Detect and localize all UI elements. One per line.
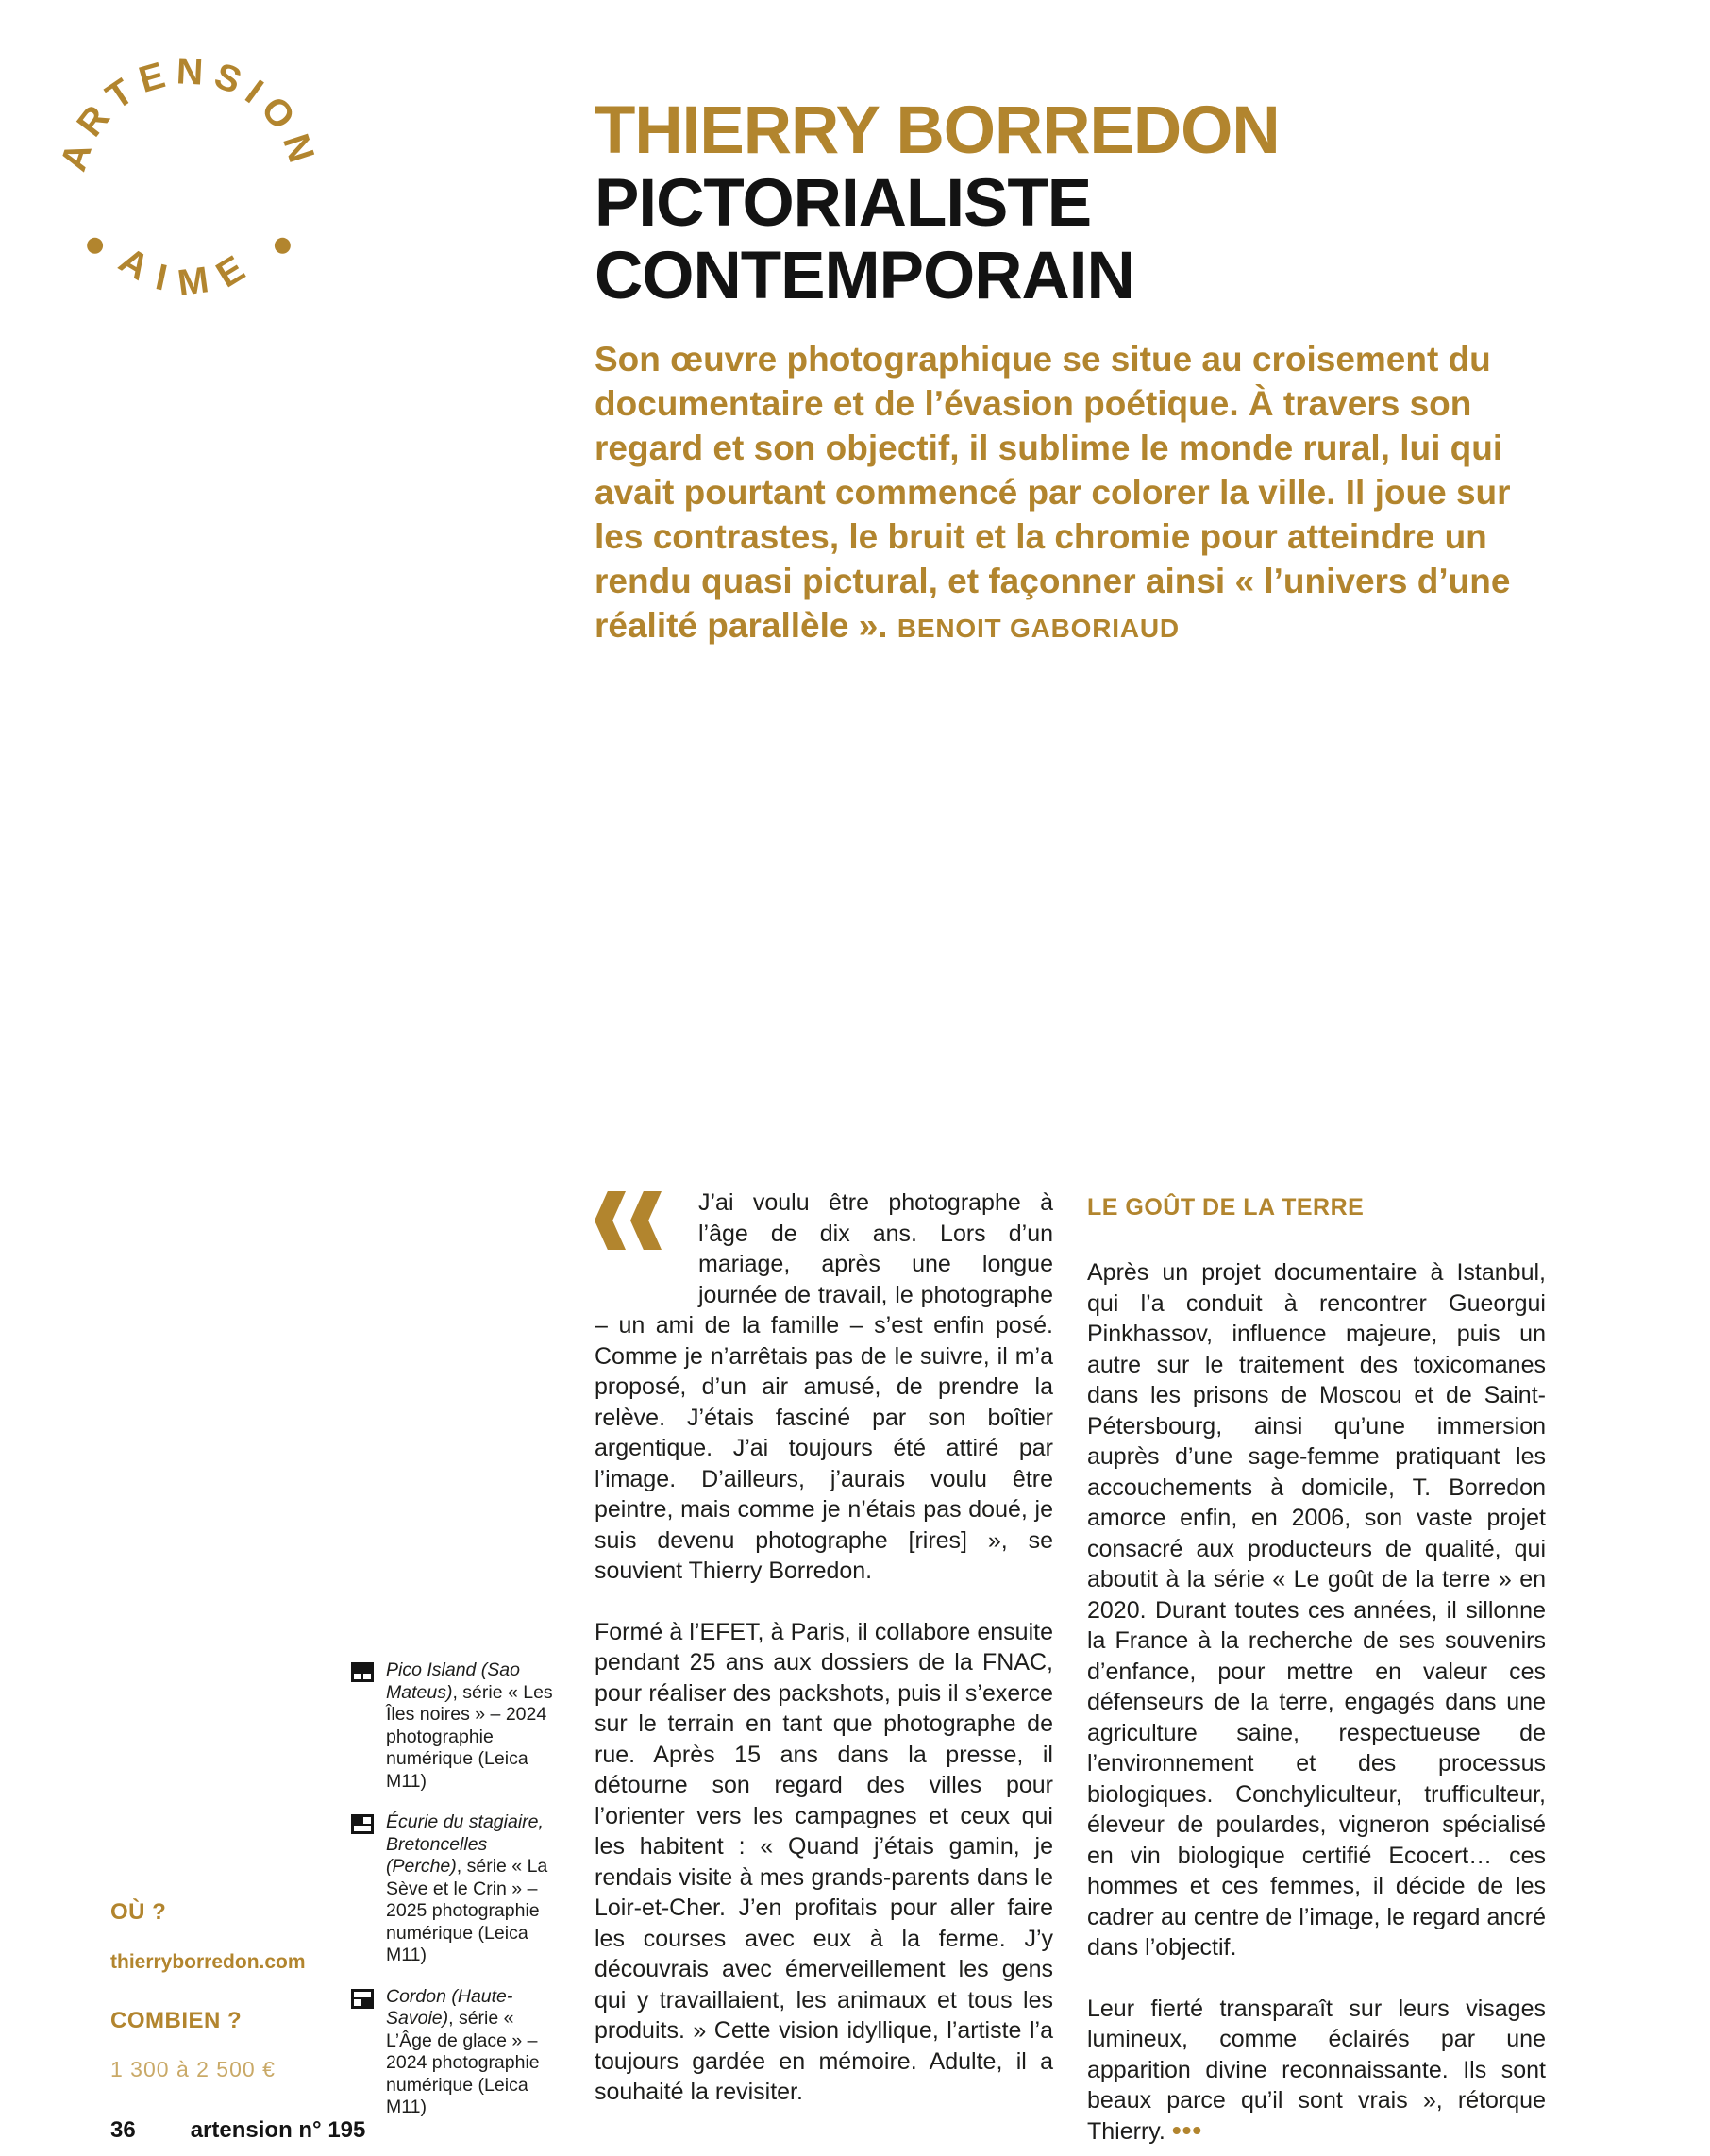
section-heading: LE GOÛT DE LA TERRE [1087, 1194, 1365, 1221]
column2-paragraph-2-text: Leur fierté transparaît sur leurs visages lumineux, comme éclairés par une apparition divine reconnaissante. Ils sont beaux parce qu’il sont vrais », rétorque Thierry. [1087, 1995, 1546, 2145]
caption-list [351, 1659, 564, 2138]
page-title [595, 94, 1548, 312]
caption-artwork-title: Écurie du stagiaire, Bretoncelles (Perche) [386, 1811, 544, 1877]
column1-paragraph-1: J’ai voulu être photographe à l’âge de dix ans. Lors d’un mariage, après une longue journée de travail, le photographe – un ami de la famille – s’est enfin posé. Comme je n’arrêtais pas de le suivre, il m’a proposé, d’un air amusé, de prendre la relève. J’étais fasciné par son boîtier argentique. J’ai toujours été attiré par l’image. D’ailleurs, j’aurais voulu être peintre, mais comme je n’étais pas doué, je suis devenu photographe [rires] », se souvient Thierry Borredon. [595, 1189, 1053, 1584]
title-line-2: PICTORIALISTE [595, 166, 1092, 241]
body-column-2 [1087, 1187, 1546, 2147]
magazine-issue: artension n° 195 [190, 2117, 366, 2143]
caption-text [386, 1659, 564, 1793]
caption-text [386, 1986, 564, 2119]
column2-paragraph-1: Après un projet documentaire à Istanbul, qui l’a conduit à rencontrer Gueorgui Pinkhassov, influence majeure, puis un autre sur le traitement des toxicomanes dans les prisons de Moscou et de Saint-Pétersbourg, ainsi qu’une immersion auprès d’une sage-femme pratiquant les accouchements à domicile, T. Borredon amorce enfin, en 2006, son vaste projet consacré aux producteurs de qualité, qui aboutit à la série « Le goût de la terre » en 2020. Durant toutes ces années, il sillonne la France à la recherche de ses souvenirs d’enfance, pour mettre en valeur ces défenseurs de la terre, engagés dans une agriculture saine, respectueuse de l’environnement et des processus biologiques. Conchyliculteur, trufficulteur, éleveur de poulardes, vigneron spécialisé en vin biologique certifié Ecocert… ces hommes et ces femmes, il décide de les cadrer au centre de l’image, le regard ancré dans l’objectif. [1087, 1259, 1546, 1961]
practical-info [110, 1899, 356, 2082]
caption-details: , série « Les Îles noires » – 2024 photographie numérique (Leica M11) [386, 1681, 553, 1792]
caption-item [351, 1659, 564, 1793]
logo-left-dot-icon [87, 238, 103, 254]
article-body [595, 1187, 1546, 2147]
page-footer [110, 2117, 365, 2144]
title-artist-name: THIERRY BORREDON [595, 93, 1280, 168]
spread-layout-top-left-photo-icon [351, 1814, 374, 1834]
logo-right-dot-icon [275, 238, 291, 254]
intro-text: Son œuvre photographique se situe au croisement du documentaire et de l’évasion poétique. À travers son regard et son objectif, il sublime le monde rural, lui qui avait pourtant commencé par colorer la ville. Il joue sur les contrastes, le bruit et la chromie pour atteindre un rendu quasi pictural, et façonner ainsi « l’univers d’une réalité parallèle ». [595, 340, 1511, 645]
author-byline: BENOIT GABORIAUD [897, 614, 1180, 643]
title-line-3: CONTEMPORAIN [595, 239, 1134, 313]
caption-text [386, 1811, 564, 1967]
svg-text:AIME [112, 240, 265, 304]
end-of-article-mark: ••• [1171, 2114, 1203, 2145]
logo-circular-text-icon [49, 49, 328, 328]
logo-top-text: ARTENSION [53, 51, 325, 177]
opening-guillemet-icon [595, 1187, 698, 1286]
price-label: COMBIEN ? [110, 2008, 243, 2033]
spread-layout-top-photo-icon [351, 1662, 374, 1682]
svg-text:ARTENSION [53, 51, 324, 176]
paragraph-quote-opening [595, 1187, 1053, 1587]
article-header [595, 94, 1548, 650]
caption-item [351, 1811, 564, 1967]
column2-paragraph-2 [1087, 1994, 1546, 2148]
guillemet-chevron-icon [595, 1191, 626, 1250]
intro-paragraph [595, 337, 1538, 650]
where-label: OÙ ? [110, 1899, 167, 1925]
guillemet-chevron-icon [630, 1191, 662, 1250]
artension-aime-logo [49, 49, 328, 328]
artist-website-link: thierryborredon.com [110, 1951, 306, 1973]
logo-bottom-text: AIME [111, 240, 266, 305]
body-column-1 [595, 1187, 1053, 2147]
caption-details: , série « L’Âge de glace » – 2024 photographie numérique (Leica M11) [386, 2008, 540, 2117]
caption-artwork-title: Pico Island (Sao Mateus) [386, 1659, 520, 1703]
caption-item [351, 1986, 564, 2119]
price-range-value: 1 300 à 2 500 € [110, 2057, 276, 2081]
column1-paragraph-2: Formé à l’EFET, à Paris, il collabore ensuite pendant 25 ans aux dossiers de la FNAC, pour réaliser des packshots, puis il s’exerce sur le terrain en tant que photographe de rue. Après 15 ans dans la presse, il détourne son regard des villes pour l’orienter vers les campagnes et ceux qui les habitent : « Quand j’étais gamin, je rendais visite à mes grands-parents dans le Loir-et-Cher. J’en profitais pour aller faire les courses avec eux à la ferme. J’y découvrais avec émerveillement les gens qui y travaillaient, les animaux et tous les produits. » Cette vision idyllique, l’artiste l’a toujours gardée en mémoire. Adulte, il a souhaité la revisiter. [595, 1618, 1053, 2105]
caption-artwork-title: Cordon (Haute-Savoie) [386, 1985, 513, 2029]
page-number: 36 [110, 2117, 136, 2143]
caption-details: , série « La Sève et le Crin » – 2025 photographie numérique (Leica M11) [386, 1856, 548, 1965]
